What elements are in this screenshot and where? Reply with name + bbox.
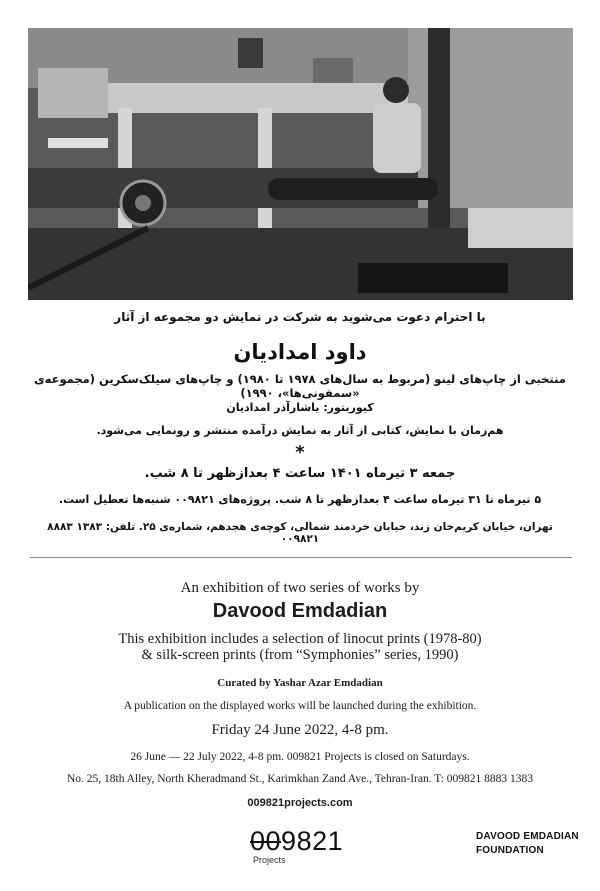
logo-number-rest: 9821 [281, 826, 344, 856]
persian-works-description: منتخبی از چاپ‌های لینو (مربوط به سال‌های ۱۹۷۸ تا ۱۹۸۰) و چاپ‌های سیلک‌سکرین (مجموعه‌ی «سمفونی‌ها»، ۱۹۹۰) [34, 372, 566, 400]
english-title: An exhibition of two series of works by [180, 580, 420, 596]
english-description [20, 631, 580, 663]
section-divider [30, 557, 572, 558]
english-publication-note: A publication on the displayed works will be launched during the exhibition. [123, 700, 477, 712]
english-description-line1: This exhibition includes a selection of linocut prints (1978-80) [118, 631, 482, 647]
logo-number-struck: 00 [250, 826, 282, 856]
english-address: No. 25, 18th Alley, North Kheradmand St., Karimkhan Zand Ave., Tehran-Iran. T: 009821 8883 1383 [66, 773, 534, 785]
foundation-logo [476, 830, 579, 858]
english-opening-date: Friday 24 June 2022, 4-8 pm. [211, 722, 389, 738]
persian-publication-note: هم‌زمان با نمایش، کتابی از آثار به نمایش درآمده منتشر و رونمایی می‌شود. [96, 424, 504, 437]
studio-photograph [28, 28, 573, 300]
persian-artist-name: داود امدادیان [233, 340, 367, 364]
website-link[interactable]: 009821projects.com [247, 797, 353, 809]
separator-star: * [295, 442, 305, 463]
english-date-range: 26 June — 22 July 2022, 4-8 pm. 009821 Projects is closed on Saturdays. [130, 751, 470, 763]
english-curator: Curated by Yashar Azar Emdadian [217, 677, 383, 689]
persian-opening-date: جمعه ۳ تیرماه ۱۴۰۱ ساعت ۴ بعدازظهر تا ۸ شب. [144, 466, 456, 481]
persian-address: تهران، خیابان کریم‌خان زند، خیابان خردمند شمالی، کوچه‌ی هجدهم، شماره‌ی ۲۵. تلفن: ۱۳۸۳ ۸۸۸۳ ۰۰۹۸۲۱ [47, 521, 553, 545]
persian-invitation: با احترام دعوت می‌شوید به شرکت در نمایش دو مجموعه از آثار [114, 310, 486, 324]
009821-projects-logo [250, 827, 360, 865]
english-description-line2: & silk-screen prints (from “Symphonies” series, 1990) [141, 647, 459, 663]
persian-date-range: ۵ تیرماه تا ۳۱ تیرماه ساعت ۴ بعدازظهر تا ۸ شب. پروژه‌های ۰۰۹۸۲۱ شنبه‌ها تعطیل است. [58, 493, 542, 506]
logo-subtitle: Projects [253, 855, 286, 865]
foundation-line1: DAVOOD EMDADIAN [476, 831, 579, 842]
english-artist-name: Davood Emdadian [212, 600, 388, 622]
printing-press-illustration [28, 28, 573, 300]
logo-number [250, 827, 360, 855]
foundation-line2: FOUNDATION [476, 845, 544, 856]
persian-curator: کیوریتور: یاشارآذر امدادیان [226, 401, 374, 414]
